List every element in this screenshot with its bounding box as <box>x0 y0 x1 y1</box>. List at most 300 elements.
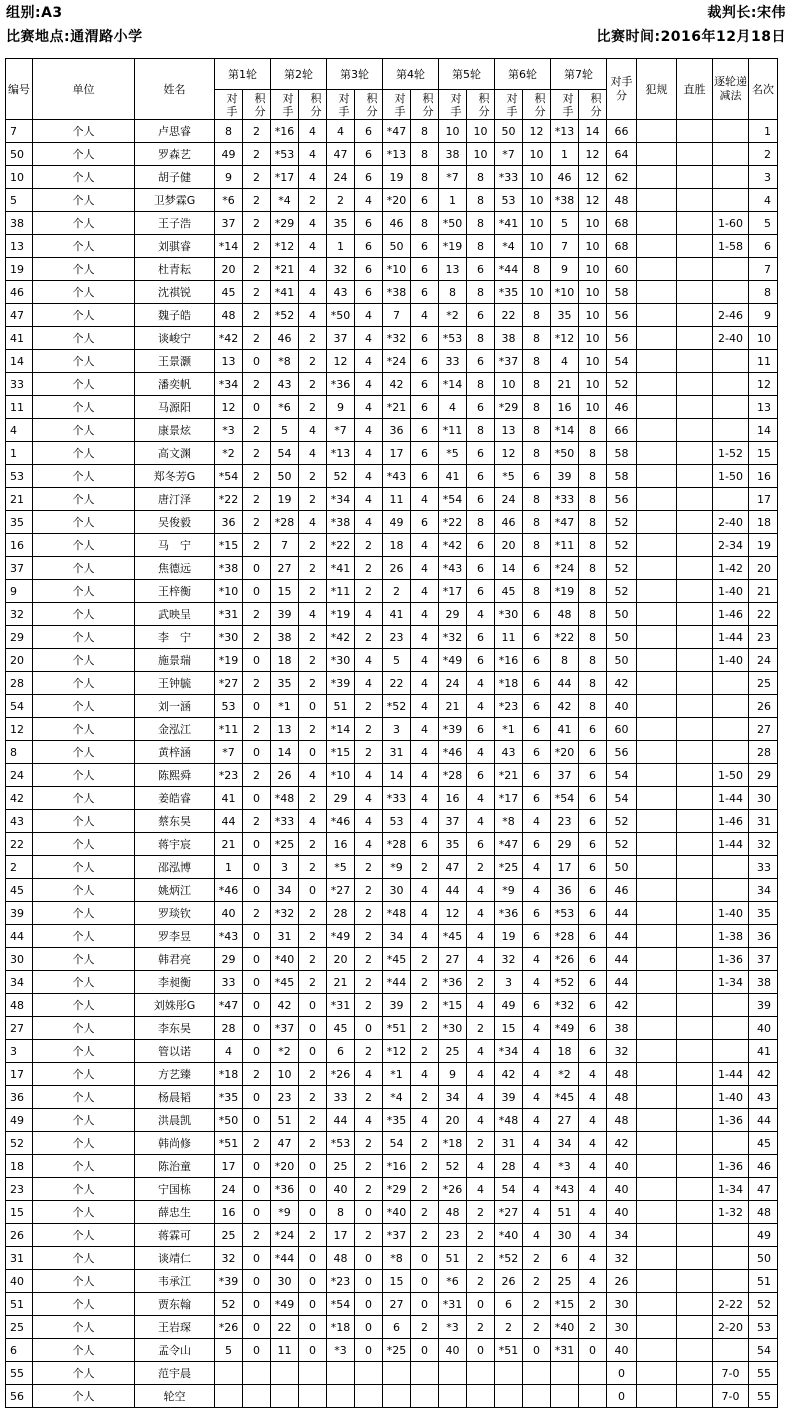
cell-foul <box>637 465 677 488</box>
cell-r4-opponent: *35 <box>383 1109 411 1132</box>
cell-r5-score: 2 <box>467 856 495 879</box>
cell-r3-opponent: 44 <box>327 1109 355 1132</box>
cell-r4-score: 6 <box>411 465 439 488</box>
cell-opponent-total: 56 <box>607 327 637 350</box>
cell-r4-opponent: *4 <box>383 1086 411 1109</box>
cell-opponent-total: 58 <box>607 465 637 488</box>
cell-opponent-total: 38 <box>607 1017 637 1040</box>
cell-r6-score: 4 <box>523 1224 551 1247</box>
cell-unit: 个人 <box>33 557 135 580</box>
cell-r5-opponent: 24 <box>439 672 467 695</box>
cell-r5-score: 10 <box>467 143 495 166</box>
cell-unit: 个人 <box>33 1109 135 1132</box>
cell-r7-opponent: *32 <box>551 994 579 1017</box>
cell-r7-score: 10 <box>579 235 607 258</box>
cell-r6-opponent: 22 <box>495 304 523 327</box>
cell-r1-score: 0 <box>243 557 271 580</box>
cell-unit: 个人 <box>33 971 135 994</box>
table-row <box>6 465 778 488</box>
cell-r3-score: 6 <box>355 281 383 304</box>
cell-r7-opponent: 44 <box>551 672 579 695</box>
cell-r1-opponent: *43 <box>215 925 243 948</box>
cell-r5-opponent: 40 <box>439 1339 467 1362</box>
cell-foul <box>637 396 677 419</box>
cell-opponent-total: 48 <box>607 1063 637 1086</box>
cell-r6-opponent: *9 <box>495 879 523 902</box>
cell-opponent-total: 34 <box>607 1224 637 1247</box>
cell-r5-score: 4 <box>467 741 495 764</box>
cell-rank: 18 <box>749 511 778 534</box>
cell-number: 29 <box>6 626 33 649</box>
cell-r2-opponent: 34 <box>271 879 299 902</box>
cell-r1-opponent: *10 <box>215 580 243 603</box>
cell-r3-score: 4 <box>355 373 383 396</box>
cell-r7-opponent: 48 <box>551 603 579 626</box>
cell-r6-score: 4 <box>523 1132 551 1155</box>
cell-number: 3 <box>6 1040 33 1063</box>
cell-r3-opponent: *38 <box>327 511 355 534</box>
cell-r3-score <box>355 1385 383 1408</box>
cell-r5-score: 8 <box>467 212 495 235</box>
cell-r2-opponent: *41 <box>271 281 299 304</box>
cell-number: 17 <box>6 1063 33 1086</box>
cell-rank: 32 <box>749 833 778 856</box>
cell-direct-win <box>677 649 713 672</box>
table-row <box>6 511 778 534</box>
cell-r4-opponent: 54 <box>383 1132 411 1155</box>
cell-unit: 个人 <box>33 373 135 396</box>
cell-name: 韦承江 <box>135 1270 215 1293</box>
cell-r4-opponent: 49 <box>383 511 411 534</box>
cell-r5-opponent: *14 <box>439 373 467 396</box>
cell-r7-opponent: *3 <box>551 1155 579 1178</box>
cell-foul <box>637 189 677 212</box>
cell-r6-opponent: *52 <box>495 1247 523 1270</box>
cell-number: 10 <box>6 166 33 189</box>
cell-r1-score: 0 <box>243 695 271 718</box>
cell-r5-opponent: *28 <box>439 764 467 787</box>
cell-r4-score: 4 <box>411 810 439 833</box>
cell-r6-score: 10 <box>523 189 551 212</box>
round-7-header: 第7轮 <box>551 59 607 90</box>
cell-r4-opponent: *51 <box>383 1017 411 1040</box>
cell-r1-opponent: *11 <box>215 718 243 741</box>
cell-r2-score: 2 <box>299 350 327 373</box>
cell-r7-opponent: 8 <box>551 649 579 672</box>
cell-r6-opponent: *16 <box>495 649 523 672</box>
cell-rank: 27 <box>749 718 778 741</box>
cell-r7-score: 2 <box>579 1316 607 1339</box>
cell-r2-score: 4 <box>299 166 327 189</box>
cell-rank: 9 <box>749 304 778 327</box>
cell-r3-opponent: *10 <box>327 764 355 787</box>
cell-r6-score: 6 <box>523 718 551 741</box>
cell-tiebreak <box>713 373 749 396</box>
cell-r6-score: 4 <box>523 971 551 994</box>
table-row <box>6 350 778 373</box>
cell-r1-score: 0 <box>243 971 271 994</box>
cell-number: 16 <box>6 534 33 557</box>
cell-r3-opponent <box>327 1385 355 1408</box>
cell-tiebreak <box>713 350 749 373</box>
cell-r4-opponent: 26 <box>383 557 411 580</box>
cell-opponent-total: 68 <box>607 235 637 258</box>
cell-r5-opponent: 8 <box>439 281 467 304</box>
cell-name: 王子浩 <box>135 212 215 235</box>
cell-r3-opponent: *15 <box>327 741 355 764</box>
cell-number: 9 <box>6 580 33 603</box>
cell-r6-score: 8 <box>523 258 551 281</box>
cell-opponent-total: 56 <box>607 304 637 327</box>
cell-opponent-total: 40 <box>607 1339 637 1362</box>
cell-r2-score: 2 <box>299 1109 327 1132</box>
cell-r1-opponent: 36 <box>215 511 243 534</box>
cell-name: 王梓衡 <box>135 580 215 603</box>
cell-r2-score: 0 <box>299 1178 327 1201</box>
cell-opponent-total: 30 <box>607 1293 637 1316</box>
cell-r7-score: 8 <box>579 511 607 534</box>
cell-r6-opponent: 38 <box>495 327 523 350</box>
cell-r5-opponent: *32 <box>439 626 467 649</box>
cell-r2-opponent: 3 <box>271 856 299 879</box>
cell-r5-opponent: *19 <box>439 235 467 258</box>
cell-r3-opponent: *49 <box>327 925 355 948</box>
cell-r2-score: 2 <box>299 856 327 879</box>
cell-foul <box>637 580 677 603</box>
cell-direct-win <box>677 1063 713 1086</box>
cell-r6-opponent: 20 <box>495 534 523 557</box>
cell-opponent-total: 44 <box>607 925 637 948</box>
cell-r1-score: 0 <box>243 856 271 879</box>
cell-r7-score: 8 <box>579 695 607 718</box>
cell-r1-opponent: 8 <box>215 120 243 143</box>
cell-r5-opponent: 44 <box>439 879 467 902</box>
cell-number: 28 <box>6 672 33 695</box>
cell-r3-score: 4 <box>355 787 383 810</box>
cell-name: 王景灏 <box>135 350 215 373</box>
cell-r7-opponent: 4 <box>551 350 579 373</box>
cell-r5-score: 6 <box>467 488 495 511</box>
cell-r2-score: 2 <box>299 833 327 856</box>
cell-unit: 个人 <box>33 580 135 603</box>
cell-r7-opponent <box>551 1362 579 1385</box>
cell-r7-score: 10 <box>579 396 607 419</box>
cell-r7-opponent: 51 <box>551 1201 579 1224</box>
cell-r2-score: 0 <box>299 1201 327 1224</box>
cell-r4-opponent: 18 <box>383 534 411 557</box>
cell-r1-score: 2 <box>243 304 271 327</box>
cell-r4-opponent: *29 <box>383 1178 411 1201</box>
cell-r2-opponent: *33 <box>271 810 299 833</box>
cell-r4-opponent: 5 <box>383 649 411 672</box>
cell-r6-opponent: 31 <box>495 1132 523 1155</box>
cell-r6-opponent: 19 <box>495 925 523 948</box>
round-3-opponent-subheader: 对手 <box>327 90 355 120</box>
cell-r7-opponent: *28 <box>551 925 579 948</box>
cell-r3-opponent: 48 <box>327 1247 355 1270</box>
cell-r6-opponent: 26 <box>495 1270 523 1293</box>
cell-opponent-total: 50 <box>607 603 637 626</box>
round-5-header: 第5轮 <box>439 59 495 90</box>
cell-direct-win <box>677 1155 713 1178</box>
cell-rank: 28 <box>749 741 778 764</box>
cell-r6-score: 6 <box>523 557 551 580</box>
cell-opponent-total: 46 <box>607 879 637 902</box>
cell-r7-score: 8 <box>579 626 607 649</box>
cell-opponent-total: 52 <box>607 534 637 557</box>
cell-r7-score: 6 <box>579 833 607 856</box>
cell-r4-opponent <box>383 1362 411 1385</box>
cell-name: 姜皓睿 <box>135 787 215 810</box>
cell-name: 施景瑞 <box>135 649 215 672</box>
cell-foul <box>637 442 677 465</box>
cell-r2-opponent: 30 <box>271 1270 299 1293</box>
cell-tiebreak <box>713 1339 749 1362</box>
cell-r6-score: 10 <box>523 166 551 189</box>
cell-opponent-total: 50 <box>607 626 637 649</box>
cell-r2-score: 4 <box>299 810 327 833</box>
cell-tiebreak: 1-32 <box>713 1201 749 1224</box>
cell-name: 唐汀泽 <box>135 488 215 511</box>
round-3-score-subheader: 积分 <box>355 90 383 120</box>
cell-r3-opponent: *14 <box>327 718 355 741</box>
cell-direct-win <box>677 1040 713 1063</box>
cell-foul <box>637 925 677 948</box>
cell-r6-score: 8 <box>523 534 551 557</box>
cell-r7-opponent: 5 <box>551 212 579 235</box>
cell-r2-opponent: 10 <box>271 1063 299 1086</box>
cell-r2-score: 4 <box>299 143 327 166</box>
cell-r5-score: 4 <box>467 1086 495 1109</box>
cell-r3-opponent: 25 <box>327 1155 355 1178</box>
table-row <box>6 879 778 902</box>
cell-r5-score: 6 <box>467 718 495 741</box>
cell-r3-score: 4 <box>355 419 383 442</box>
cell-foul <box>637 327 677 350</box>
cell-r5-opponent: 16 <box>439 787 467 810</box>
cell-direct-win <box>677 1339 713 1362</box>
cell-direct-win <box>677 143 713 166</box>
cell-r3-score: 6 <box>355 235 383 258</box>
table-row <box>6 373 778 396</box>
cell-r2-score: 4 <box>299 603 327 626</box>
cell-r3-opponent: 6 <box>327 1040 355 1063</box>
cell-r5-opponent: 35 <box>439 833 467 856</box>
cell-r6-opponent: *48 <box>495 1109 523 1132</box>
cell-rank: 15 <box>749 442 778 465</box>
cell-r1-score: 2 <box>243 419 271 442</box>
cell-r7-opponent: 9 <box>551 258 579 281</box>
cell-r4-opponent: 19 <box>383 166 411 189</box>
cell-r6-opponent: 43 <box>495 741 523 764</box>
cell-r4-score <box>411 1362 439 1385</box>
cell-r3-opponent: 16 <box>327 833 355 856</box>
cell-r5-opponent: *7 <box>439 166 467 189</box>
cell-r3-score: 4 <box>355 833 383 856</box>
cell-tiebreak <box>713 1247 749 1270</box>
cell-r7-score: 12 <box>579 166 607 189</box>
cell-r5-opponent: *54 <box>439 488 467 511</box>
cell-r2-opponent: 31 <box>271 925 299 948</box>
cell-r3-opponent: 2 <box>327 189 355 212</box>
cell-r6-score: 0 <box>523 1339 551 1362</box>
cell-r5-opponent: *18 <box>439 1132 467 1155</box>
cell-foul <box>637 419 677 442</box>
cell-r6-score: 4 <box>523 1155 551 1178</box>
table-row <box>6 1017 778 1040</box>
cell-opponent-total: 48 <box>607 1086 637 1109</box>
table-body <box>6 120 778 1408</box>
cell-r6-opponent: *51 <box>495 1339 523 1362</box>
cell-r5-opponent: *46 <box>439 741 467 764</box>
cell-r4-score: 4 <box>411 534 439 557</box>
cell-r5-score: 4 <box>467 1109 495 1132</box>
cell-r1-score: 2 <box>243 603 271 626</box>
cell-r7-score: 4 <box>579 1155 607 1178</box>
cell-r2-score: 0 <box>299 1270 327 1293</box>
cell-r6-score: 4 <box>523 1086 551 1109</box>
cell-r7-opponent: *40 <box>551 1316 579 1339</box>
cell-r6-score: 6 <box>523 649 551 672</box>
cell-r7-score: 10 <box>579 373 607 396</box>
cell-tiebreak <box>713 419 749 442</box>
cell-r2-opponent: *48 <box>271 787 299 810</box>
cell-r3-opponent: *46 <box>327 810 355 833</box>
cell-opponent-total: 56 <box>607 488 637 511</box>
cell-r4-score: 0 <box>411 1270 439 1293</box>
cell-r6-score: 8 <box>523 327 551 350</box>
cell-r2-score <box>299 1362 327 1385</box>
cell-r7-score: 12 <box>579 143 607 166</box>
cell-number: 53 <box>6 465 33 488</box>
cell-r2-score: 4 <box>299 304 327 327</box>
cell-direct-win <box>677 534 713 557</box>
cell-r4-score: 6 <box>411 281 439 304</box>
cell-unit: 个人 <box>33 304 135 327</box>
cell-tiebreak <box>713 281 749 304</box>
round-5-score-subheader: 积分 <box>467 90 495 120</box>
cell-name: 陈治童 <box>135 1155 215 1178</box>
cell-r1-score: 0 <box>243 1316 271 1339</box>
cell-number: 32 <box>6 603 33 626</box>
cell-unit: 个人 <box>33 810 135 833</box>
col-name-header: 姓名 <box>135 59 215 120</box>
cell-r4-score: 4 <box>411 626 439 649</box>
cell-r3-score: 2 <box>355 879 383 902</box>
cell-tiebreak: 1-36 <box>713 948 749 971</box>
cell-r5-score: 2 <box>467 1247 495 1270</box>
cell-number: 14 <box>6 350 33 373</box>
cell-r4-score: 2 <box>411 1178 439 1201</box>
cell-foul <box>637 833 677 856</box>
cell-number: 2 <box>6 856 33 879</box>
cell-foul <box>637 695 677 718</box>
cell-r3-opponent: 4 <box>327 120 355 143</box>
cell-r3-opponent: 43 <box>327 281 355 304</box>
cell-r1-score: 0 <box>243 1086 271 1109</box>
cell-foul <box>637 1247 677 1270</box>
cell-r5-score: 0 <box>467 1293 495 1316</box>
cell-r5-opponent: 4 <box>439 396 467 419</box>
cell-r6-opponent: 50 <box>495 120 523 143</box>
cell-r5-score: 6 <box>467 626 495 649</box>
cell-r6-score: 6 <box>523 787 551 810</box>
cell-opponent-total: 42 <box>607 994 637 1017</box>
cell-r4-score: 2 <box>411 1132 439 1155</box>
cell-foul <box>637 1201 677 1224</box>
cell-tiebreak: 1-46 <box>713 603 749 626</box>
cell-r1-opponent: 1 <box>215 856 243 879</box>
cell-r7-opponent: *2 <box>551 1063 579 1086</box>
cell-r7-score: 6 <box>579 948 607 971</box>
cell-r7-score: 2 <box>579 1293 607 1316</box>
cell-unit: 个人 <box>33 1086 135 1109</box>
table-row <box>6 1155 778 1178</box>
cell-r3-score: 2 <box>355 718 383 741</box>
table-row <box>6 695 778 718</box>
cell-tiebreak: 1-60 <box>713 212 749 235</box>
cell-r1-opponent: 44 <box>215 810 243 833</box>
cell-number: 48 <box>6 994 33 1017</box>
cell-direct-win <box>677 1316 713 1339</box>
col-tiebreak-header: 逐轮递减法 <box>713 59 749 120</box>
table-row <box>6 1362 778 1385</box>
cell-name: 魏子皓 <box>135 304 215 327</box>
cell-r5-opponent: 29 <box>439 603 467 626</box>
cell-number: 47 <box>6 304 33 327</box>
cell-r5-opponent: 20 <box>439 1109 467 1132</box>
cell-r2-score: 0 <box>299 695 327 718</box>
cell-opponent-total: 52 <box>607 511 637 534</box>
cell-r5-score: 2 <box>467 1224 495 1247</box>
cell-r3-score <box>355 1362 383 1385</box>
cell-r1-score: 0 <box>243 350 271 373</box>
cell-r4-opponent: *20 <box>383 189 411 212</box>
cell-r5-opponent: 52 <box>439 1155 467 1178</box>
cell-tiebreak: 7-0 <box>713 1362 749 1385</box>
cell-rank: 2 <box>749 143 778 166</box>
cell-r4-opponent: *9 <box>383 856 411 879</box>
round-4-opponent-subheader: 对手 <box>383 90 411 120</box>
cell-name: 蔡东昊 <box>135 810 215 833</box>
cell-unit: 个人 <box>33 1155 135 1178</box>
cell-number: 11 <box>6 396 33 419</box>
cell-unit: 个人 <box>33 350 135 373</box>
cell-r1-opponent: 20 <box>215 258 243 281</box>
cell-r6-score <box>523 1385 551 1408</box>
table-row <box>6 994 778 1017</box>
cell-direct-win <box>677 1362 713 1385</box>
cell-direct-win <box>677 235 713 258</box>
cell-direct-win <box>677 948 713 971</box>
cell-r3-opponent: *27 <box>327 879 355 902</box>
cell-r6-opponent: 24 <box>495 488 523 511</box>
cell-r7-opponent: 46 <box>551 166 579 189</box>
cell-number: 36 <box>6 1086 33 1109</box>
cell-r1-score: 2 <box>243 189 271 212</box>
cell-unit: 个人 <box>33 1132 135 1155</box>
cell-r2-score: 2 <box>299 672 327 695</box>
cell-r2-score: 2 <box>299 557 327 580</box>
cell-r4-score: 0 <box>411 1247 439 1270</box>
cell-r2-opponent: 22 <box>271 1316 299 1339</box>
cell-r7-score <box>579 1362 607 1385</box>
cell-r6-score: 4 <box>523 1040 551 1063</box>
cell-unit: 个人 <box>33 419 135 442</box>
round-5-opponent-subheader: 对手 <box>439 90 467 120</box>
cell-direct-win <box>677 626 713 649</box>
cell-rank: 16 <box>749 465 778 488</box>
